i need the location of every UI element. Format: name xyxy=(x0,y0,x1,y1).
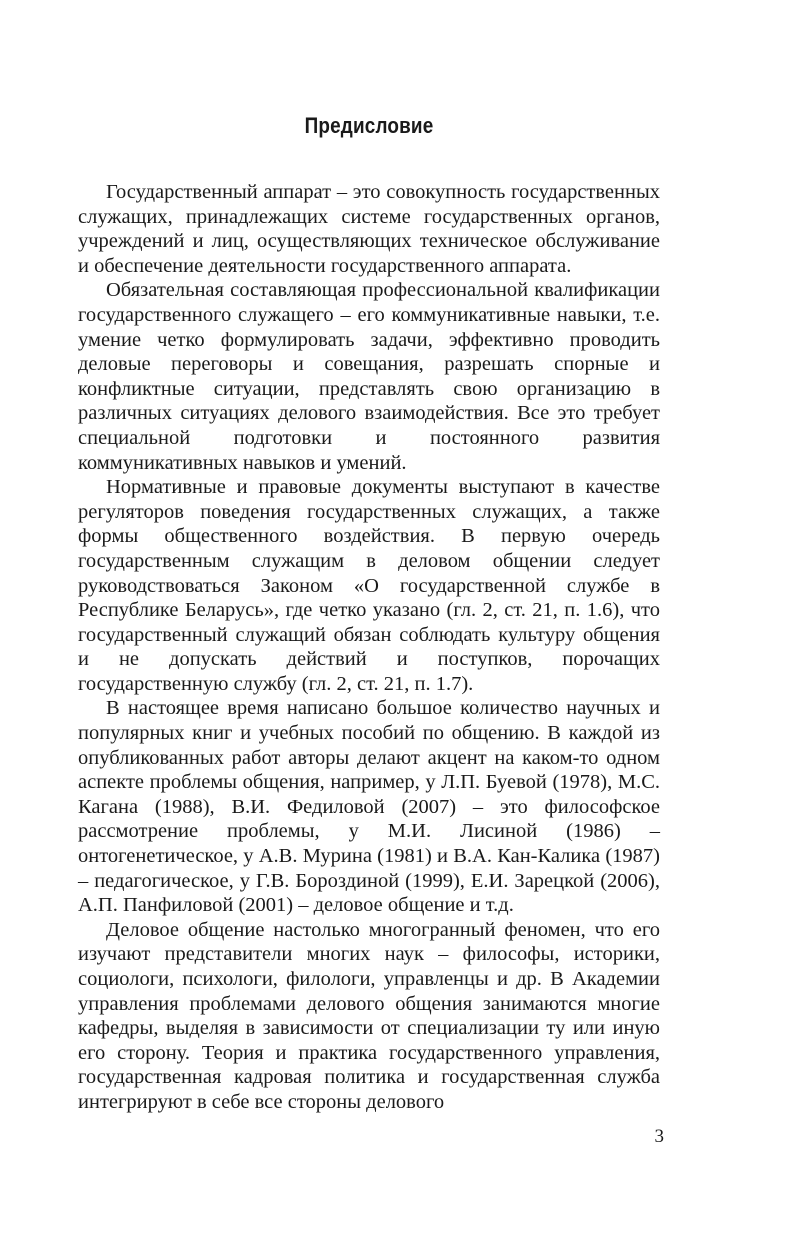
paragraph: В настоящее время написано большое количество научных и популярных книг и учебных пособий по общению. В каждой из опубликованных работ авторы делают акцент на каком-то одном аспекте проблемы общения, например, у Л.П. Буевой (1978), М.С. Кагана (1988), В.И. Федиловой (2007) – это философское рассмотрение проблемы, у М.И. Лисиной (1986) – онтогенетическое, у А.В. Мурина (1981) и В.А. Кан-Калика (1987) – педагогическое, у Г.В. Бороздиной (1999), Е.И. Зарецкой (2006), А.П. Панфиловой (2001) – деловое общение и т.д. xyxy=(78,697,660,917)
page-number: 3 xyxy=(654,1126,664,1147)
paragraph: Нормативные и правовые документы выступают в качестве регуляторов поведения государственных служащих, а также формы общественного воздействия. В первую очередь государственным служащим в деловом общении следует руководствоваться Законом «О государственной службе в Республике Беларусь», где четко указано (гл. 2, ст. 21, п. 1.6), что государственный служащий обязан соблюдать культуру общения и не допускать действий и поступков, порочащих государственную службу (гл. 2, ст. 21, п. 1.7). xyxy=(78,476,660,695)
body-text xyxy=(78,180,660,1115)
paragraph: Деловое общение настолько многогранный феномен, что его изучают представители многих наук – философы, историки, социологи, психологи, филологи, управленцы и др. В Академии управления проблемами делового общения занимаются многие кафедры, выделяя в зависимости от специализации ту или иную его сторону. Теория и практика государственного управления, государственная кадровая политика и государственная служба интегрируют в себе все стороны делового xyxy=(78,918,660,1113)
paragraph: Государственный аппарат – это совокупность государственных служащих, принадлежащих системе государственных органов, учреждений и лиц, осуществляющих техническое обслуживание и обеспечение деятельности государственного аппарата. xyxy=(78,181,660,277)
page-title: Предисловие xyxy=(304,113,434,138)
paragraph: Обязательная составляющая профессиональной квалификации государственного служащего – его коммуникативные навыки, т.е. умение четко формулировать задачи, эффективно проводить деловые переговоры и совещания, разрешать спорные и конфликтные ситуации, представлять свою организацию в различных ситуациях делового взаимодействия. Все это требует специальной подготовки и постоянного развития коммуникативных навыков и умений. xyxy=(78,279,660,474)
